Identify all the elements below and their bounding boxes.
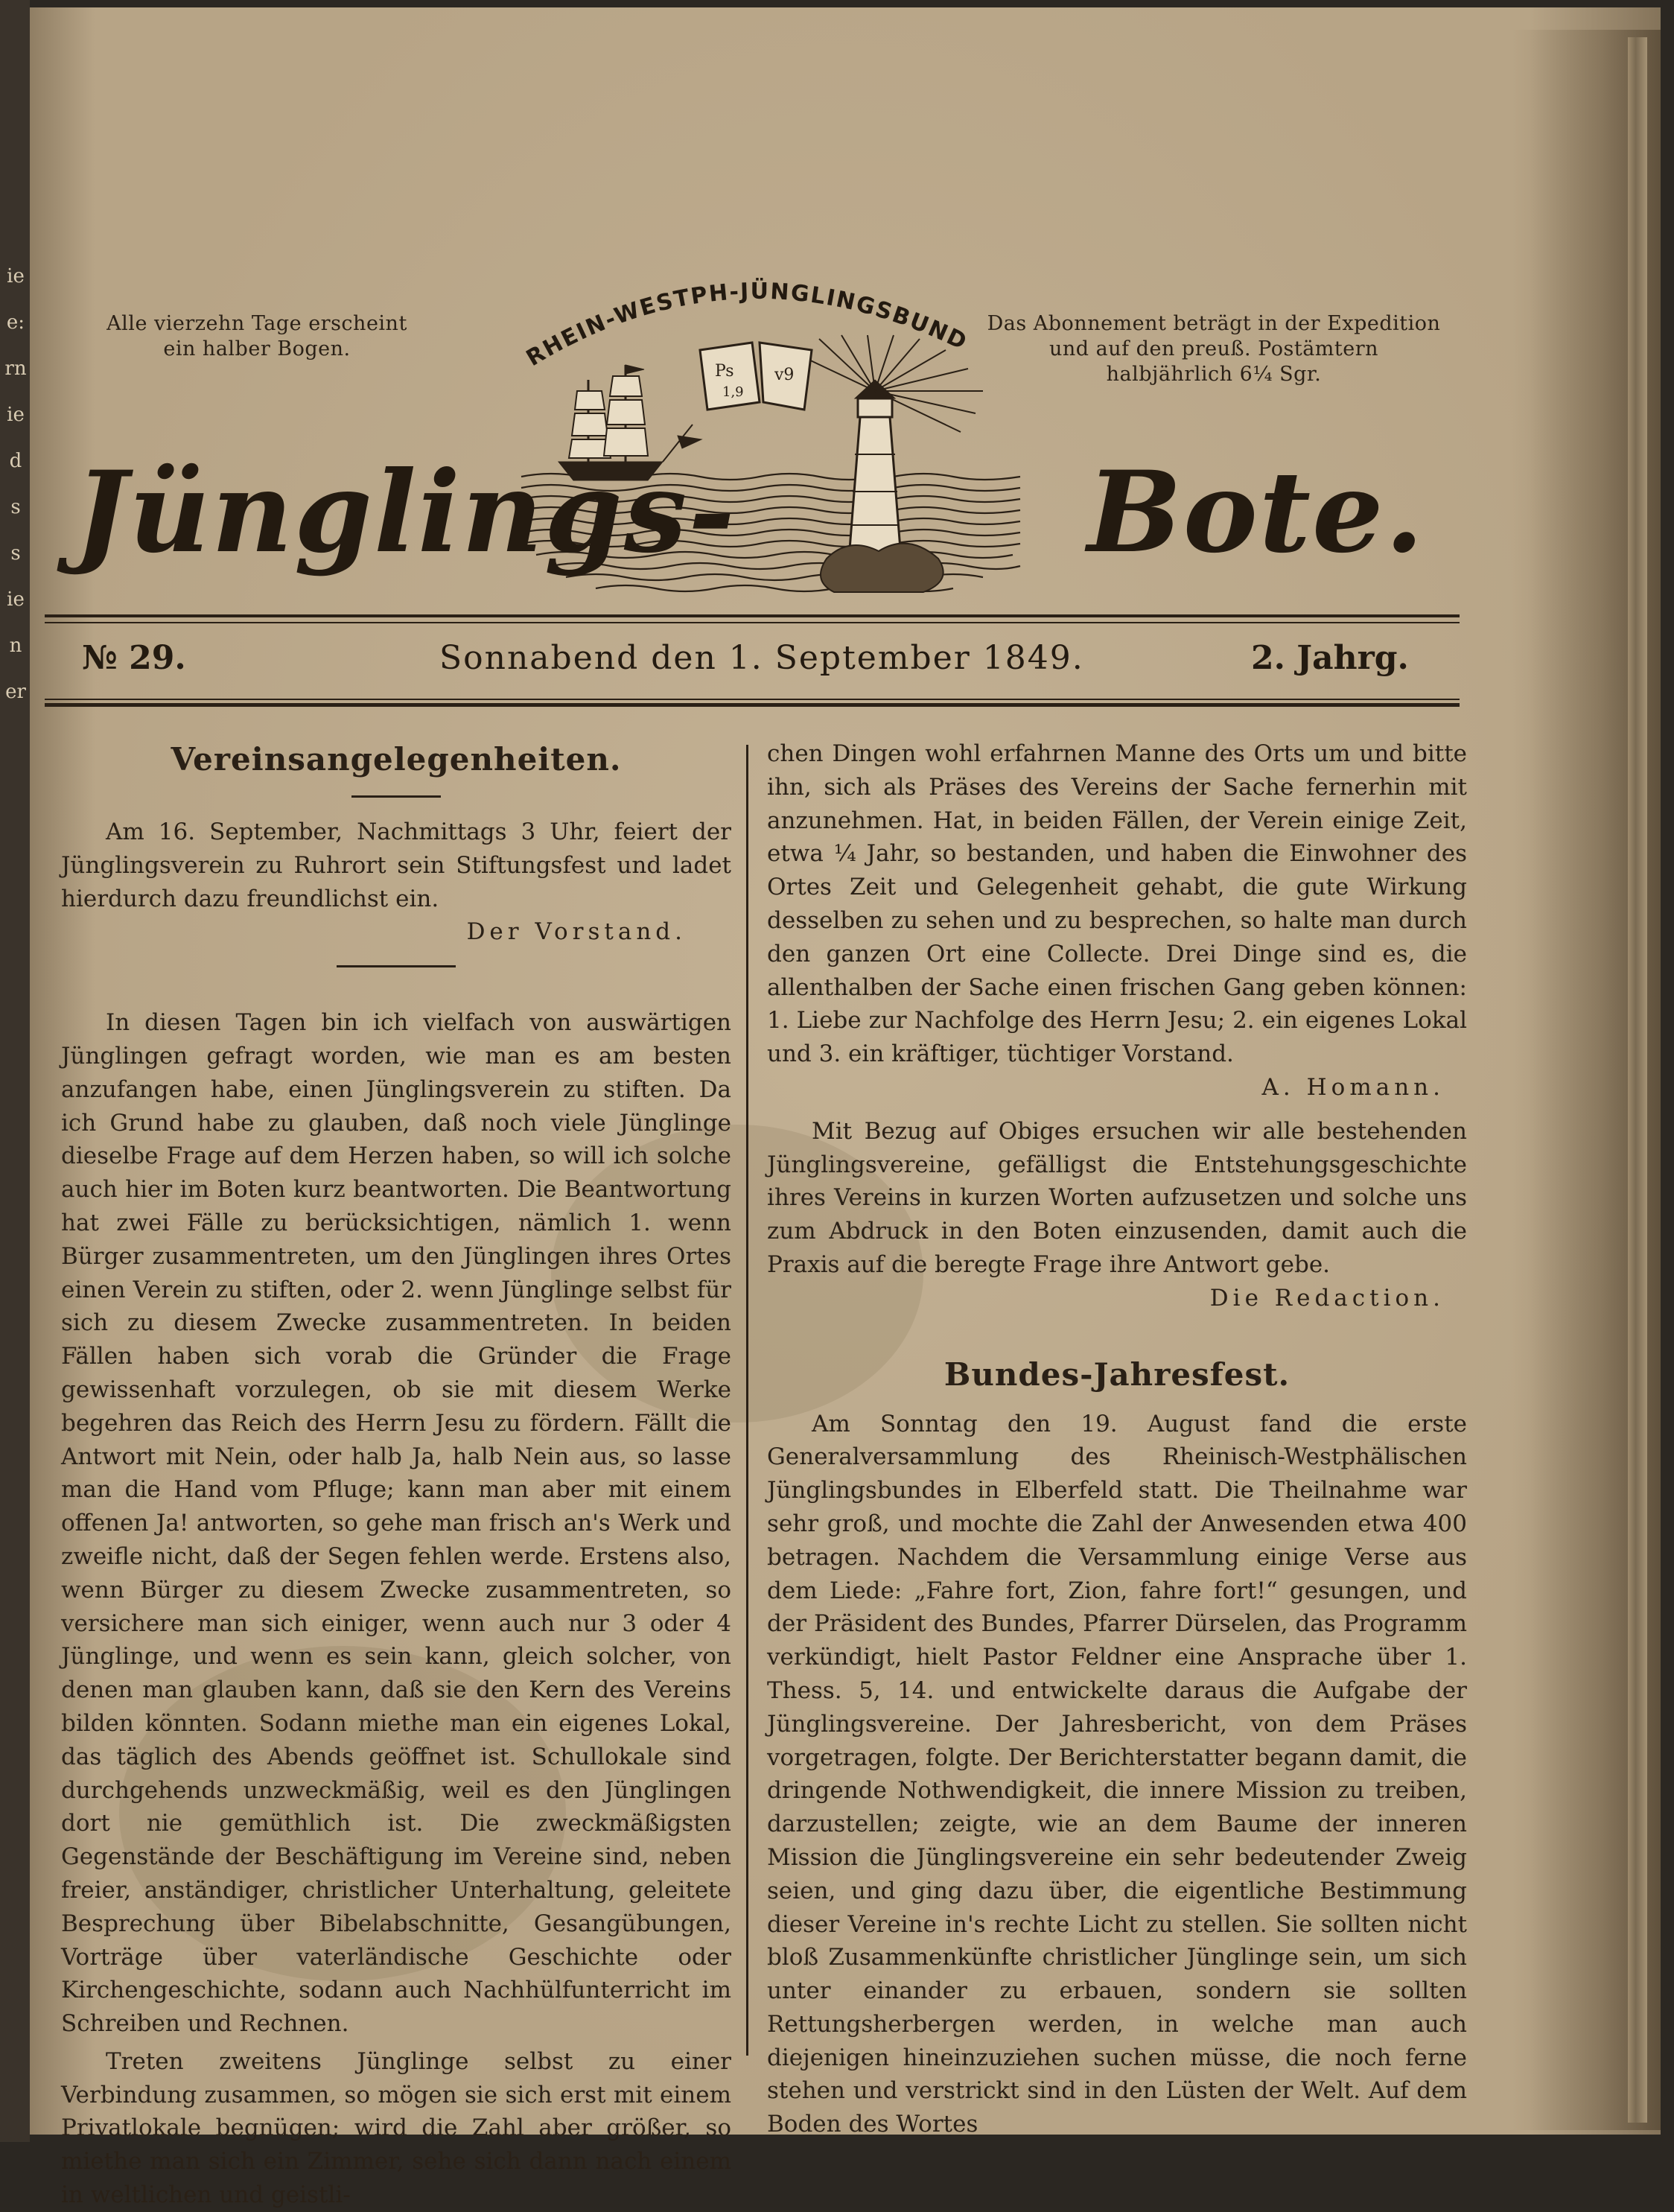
open-bible-icon [700,343,812,410]
light-rays [804,335,983,432]
bottom-rule [45,703,1460,707]
subscription-note [953,311,1474,387]
frequency-note-line: ein halber Bogen. [163,337,351,360]
issue-number: № 29. [82,639,186,677]
lighthouse [821,380,943,592]
frequency-note [89,311,424,362]
book-left-number: 1,9 [722,384,744,400]
margin-fragment: s [10,542,21,565]
newspaper-page [30,7,1661,2209]
margin-fragment: e: [6,311,25,334]
editorial-signature: Die Redaction. [1209,1284,1445,1312]
title-left: Jünglings- [74,447,736,578]
margin-fragment: d [9,450,22,472]
report-paragraph: Am Sonntag den 19. August fand die erste Generalversammlung des Rheinisch-Westphälischen Jünglingsbundes in Elberfeld statt. Die Theilnahme war sehr groß, und mochte die Zahl der Anwesenden etwa 400 betragen. Nachdem die Versammlung einige Verse aus dem Liede: „Fahre fort, Zion, fahre fort!“ gesungen, und der Präsident des Bundes, Pfarrer Dürselen, das Programm verkündigt, hielt Pastor Feldner eine Ansprache über 1. Thess. 5, 14. und entwickelte daraus die Aufgabe der Jünglingsvereine. Der Jahresbericht, von dem Präses vorgetragen, folgte. Der Berichterstatter begann damit, die dringende Nothwendigkeit, die innere Mission zu treiben, darzustellen; zeigte, wie an dem Baume der inneren Mission die Jünglingsvereine ein sehr bedeutender Zweig seien, und ging dazu über, die eigentliche Bestimmung dieser Vereine in's rechte Licht zu stellen. Sie sollten nicht bloß Zusammenkünfte christlicher Jünglinge sein, um sich unter einander zu erbauen, sondern sie sollten Rettungsherbergen werden, in welche man auch diejenigen hineinzuziehen suchen müsse, die noch ferne stehen und verstrickt sind in den Lüsten der Welt. Auf dem Boden des Wortes [767,1410,1467,2138]
subscription-note-line: halbjährlich 6¼ Sgr. [1106,363,1322,386]
separator-rule [337,965,456,967]
binding-strip [0,0,30,2142]
top-rule [45,614,1460,617]
left-column [61,737,731,2212]
volume-year: 2. Jahrg. [1251,639,1409,677]
page-edge [1628,37,1647,2123]
margin-fragment: ie [7,265,25,287]
section-heading: Vereinsangelegenheiten. [171,741,622,778]
issue-date: Sonnabend den 1. September 1849. [439,639,1084,677]
column-divider [746,745,748,2056]
right-column [767,737,1467,2141]
top-rule-thin [45,622,1460,623]
article-paragraph: In diesen Tagen bin ich vielfach von auswärtigen Jünglingen gefragt worden, wie man es am besten anzufangen habe, einen Jünglingsverein zu stiften. Da ich Grund habe zu glauben, daß noch viele Jünglinge dieselbe Frage auf dem Herzen haben, so will ich solche auch hier im Boten kurz beantworten. Die Beantwortung hat zwei Fälle zu berücksichtigen, nämlich 1. wenn Bürger zusammentreten, um den Jünglingen ihres Ortes einen Verein zu stiften, oder 2. wenn Jünglinge selbst für sich zu diesem Zwecke zusammentreten. In beiden Fällen haben sich vorab die Gründer die Frage gewissenhaft vorzulegen, ob sie mit diesem Werke begehren das Reich des Herrn Jesu zu fördern. Fällt die Antwort mit Nein, oder halb Ja, halb Nein aus, so lasse man die Hand vom Pfluge; kann man aber mit einem offenen Ja! antworten, so gehe man frisch an's Werk und zweifle nicht, daß der Segen fehlen werde. Erstens also, wenn Bürger zu diesem Zwecke zusammentreten, so versichere man sich einiger, wenn auch nur 3 oder 4 Jünglinge, und wenn es sein kann, gleich solcher, von denen man glauben kann, daß sie den Kern des Vereins bilden könnten. Sodann miethe man ein eigenes Lokal, das täglich des Abends geöffnet ist. Schullokale sind durchgehends unzweckmäßig, weil es den Jünglingen dort nie gemüthlich ist. Die zweckmäßigsten Gegenstände der Beschäftigung im Vereine sind, neben freier, anständiger, christlicher Unterhaltung, geleitete Besprechung über Bibelabschnitte, Gesangübungen, Vorträge über vaterländische Geschichte oder Kirchengeschichte, sodann auch Nachhülfunterricht im Schreiben und Rechnen. [61,1009,731,2038]
article-paragraph: Treten zweitens Jünglinge selbst zu einer Verbindung zusammen, so mögen sie sich erst mit einem Privatlokale begnügen; wird die Zahl aber größer, so miethe man sich ein Zimmer, sehe sich dann nach einem in weltlichen und geistli- [61,2047,731,2209]
title-right: Bote. [1087,447,1425,578]
heading-rule [351,795,441,798]
author-signature: A. Homann. [1261,1073,1445,1101]
margin-fragment: ie [7,588,25,611]
margin-fragment: er [5,681,26,703]
margin-fragment: rn [4,357,27,380]
article-paragraph: chen Dingen wohl erfahrnen Manne des Orts um und bitte ihn, sich als Präses des Vereins der Sache fernerhin mit anzunehmen. Hat, in beiden Fällen, der Verein einige Zeit, etwa ¼ Jahr, so bestanden, und haben die Einwohner des Ortes Zeit und Gelegenheit gehabt, die gute Wirkung desselben zu sehen und zu besprechen, so halte man durch den ganzen Ort eine Collecte. Drei Dinge sind es, die allenthalben der Sache einen frischen Gang geben können: 1. Liebe zur Nachfolge des Herrn Jesu; 2. ein eigenes Lokal und 3. ein kräftiger, tüchtiger Vorstand. [767,740,1467,1068]
margin-fragment: s [10,496,21,518]
subscription-note-line: Das Abonnement beträgt in der Expedition [987,312,1441,335]
margin-fragment: ie [7,404,25,426]
section-heading: Bundes-Jahresfest. [943,1356,1290,1393]
margin-fragments [3,253,28,715]
book-right-label: v9 [774,366,795,384]
subscription-note-line: und auf den preuß. Postämtern [1048,337,1379,360]
editorial-paragraph: Mit Bezug auf Obiges ersuchen wir alle bestehenden Jünglingsvereine, gefälligst die Entstehungsgeschichte ihres Vereins in kurzen Worten aufzusetzen und solche uns zum Abdruck in den Boten einzusenden, damit auch die Praxis auf die beregte Frage ihre Antwort gebe. [767,1117,1467,1278]
book-left-label: Ps [715,362,734,381]
margin-fragment: n [9,635,22,657]
frequency-note-line: Alle vierzehn Tage erscheint [106,312,407,335]
bottom-rule-thin [45,699,1460,700]
society-name-text: RHEIN-WESTPH-JÜNGLINGSBUND [521,278,972,372]
announcement-paragraph: Am 16. September, Nachmittags 3 Uhr, feiert der Jünglingsverein zu Ruhrort sein Stiftungsfest und ladet hierdurch dazu freundlichst ein. [61,819,731,912]
announcement-signature: Der Vorstand. [466,918,687,946]
